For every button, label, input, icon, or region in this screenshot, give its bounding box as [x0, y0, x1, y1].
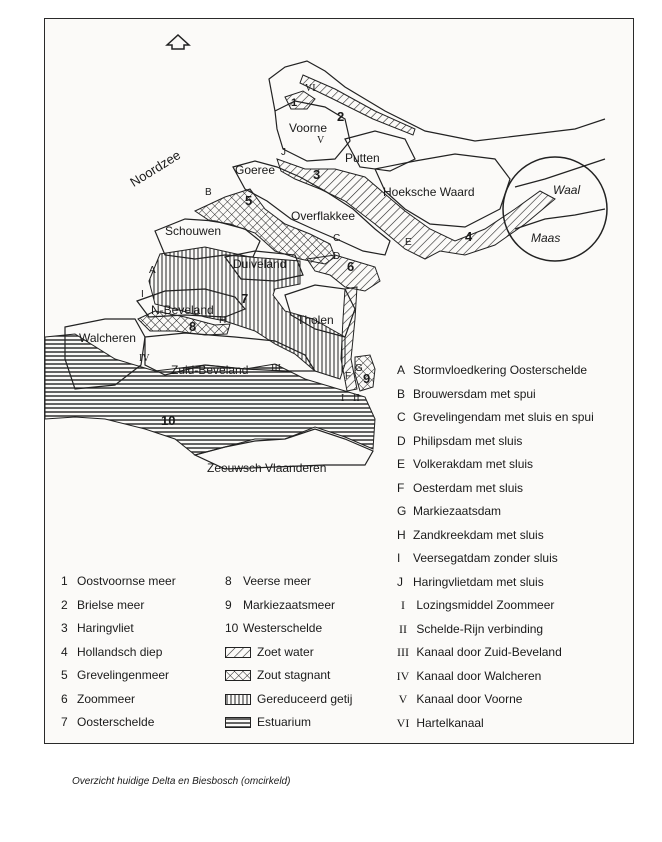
legend-water-6: 6 Zoommeer	[61, 691, 136, 706]
legend-item-f: F Oesterdam met sluis	[397, 480, 524, 495]
canal-roman-i: I	[341, 393, 345, 404]
figure-caption: Overzicht huidige Delta en Biesbosch (omcirkeld)	[72, 776, 291, 787]
legend-item-g: G Markiezaatsdam	[397, 504, 502, 518]
water-num-8: 8	[189, 319, 197, 334]
legend-item-h: H Zandkreekdam met sluis	[397, 527, 544, 542]
region-label-voorne: Voorne	[289, 121, 328, 135]
legend-item-j: J Haringvlietdam met sluis	[397, 574, 544, 589]
legend-pattern-zout: Zout stagnant	[225, 664, 352, 688]
region-label-overflakkee: Overflakkee	[291, 209, 356, 223]
legend-patterns	[225, 570, 352, 735]
legend-water-8: 8 Veerse meer	[225, 574, 312, 588]
horizontal-hatch-swatch-icon	[225, 717, 251, 728]
water-num-5: 5	[245, 193, 253, 208]
legend-pattern-zoet: Zoet water	[225, 641, 352, 665]
legend-canal-iv: IV Kanaal door Walcheren	[396, 668, 542, 683]
region-label-putten: Putten	[345, 151, 380, 165]
legend-item-d: D Philipsdam met sluis	[397, 433, 523, 448]
legend-canal-vi: VI Hartelkanaal	[396, 715, 484, 730]
legend-water-3: 3 Haringvliet	[61, 621, 134, 635]
crosshatch-swatch-icon	[225, 670, 251, 681]
region-label-tholen: Tholen	[297, 313, 334, 327]
legend-water-7: 7 Oosterschelde	[61, 715, 155, 729]
river-label-maas: Maas	[531, 231, 561, 245]
region-label-goeree: Goeree	[235, 163, 276, 177]
dam-letter-a: A	[149, 265, 156, 276]
north-arrow-icon	[167, 35, 189, 49]
water-num-6: 6	[347, 259, 355, 274]
dam-letter-b: B	[205, 187, 212, 198]
water-num-4: 4	[465, 229, 473, 244]
legend-water-5: 5 Grevelingenmeer	[61, 668, 170, 682]
dam-letter-f: F	[345, 371, 352, 382]
dam-letter-h: H	[219, 315, 227, 326]
legend-canal-i: I Lozingsmiddel Zoommeer	[401, 598, 555, 612]
legend-item-i: I Veersegatdam zonder sluis	[397, 551, 558, 565]
water-num-10: 10	[161, 413, 176, 428]
legend-water-10: 10 Westerschelde	[225, 621, 323, 635]
dam-letter-c: C	[333, 233, 341, 244]
water-num-2: 2	[337, 109, 345, 124]
water-num-9: 9	[363, 371, 371, 386]
canal-roman-vi: VI	[305, 83, 316, 94]
legend-pattern-getij: Gereduceerd getij	[225, 688, 352, 712]
diagonal-hatch-swatch-icon	[225, 647, 251, 658]
water-num-7: 7	[241, 291, 249, 306]
region-label-walcheren: Walcheren	[79, 331, 136, 345]
legend-canal-iii: III Kanaal door Zuid-Beveland	[397, 645, 562, 659]
water-num-1: 1	[291, 97, 298, 109]
dam-letter-i: I	[141, 289, 144, 300]
legend-canals	[393, 594, 562, 735]
region-label-zeeuwsch-vlaanderen: Zeeuwsch Vlaanderen	[207, 461, 327, 475]
legend-waters	[61, 570, 176, 735]
canal-roman-v: V	[317, 135, 325, 146]
legend-item-c: C Grevelingendam met sluis en spui	[397, 410, 594, 424]
legend-water-1: 1 Oostvoornse meer	[61, 574, 176, 588]
river-label-waal: Waal	[553, 183, 581, 197]
legend-item-b: B Brouwersdam met spui	[397, 386, 536, 401]
dam-letter-e: E	[405, 237, 412, 248]
legend-water-2: 2 Brielse meer	[61, 597, 145, 612]
region-label-schouwen: Schouwen	[165, 224, 222, 238]
legend-dams	[397, 359, 594, 594]
region-label-n-beveland: N-Beveland	[151, 303, 214, 317]
dam-letter-g: G	[355, 363, 363, 374]
sea-label: Noordzee	[127, 147, 184, 190]
legend-pattern-estuarium: Estuarium	[225, 711, 352, 735]
dam-letter-d: D	[333, 251, 341, 262]
dam-letter-j: J	[281, 147, 286, 158]
legend-item-a: A Stormvloedkering Oosterschelde	[397, 363, 588, 377]
canal-roman-ii: II	[353, 393, 360, 404]
region-label-duiveland: Duiveland	[233, 257, 287, 271]
legend-item-e: E Volkerakdam met sluis	[397, 457, 534, 471]
water-num-3: 3	[313, 167, 321, 182]
canal-roman-iv: IV	[139, 353, 150, 364]
vertical-hatch-swatch-icon	[225, 694, 251, 705]
region-label-zuid-beveland: Zuid-Beveland	[171, 363, 249, 377]
legend-canal-v: V Kanaal door Voorne	[398, 692, 523, 706]
map-sheet	[44, 18, 634, 744]
canal-roman-iii: III	[271, 363, 281, 374]
legend-water-4: 4 Hollandsch diep	[61, 644, 163, 659]
legend-canal-ii: II Schelde-Rijn verbinding	[399, 621, 544, 636]
legend-water-9: 9 Markiezaatsmeer	[225, 597, 336, 612]
region-label-hoeksche-waard: Hoeksche Waard	[383, 185, 475, 199]
